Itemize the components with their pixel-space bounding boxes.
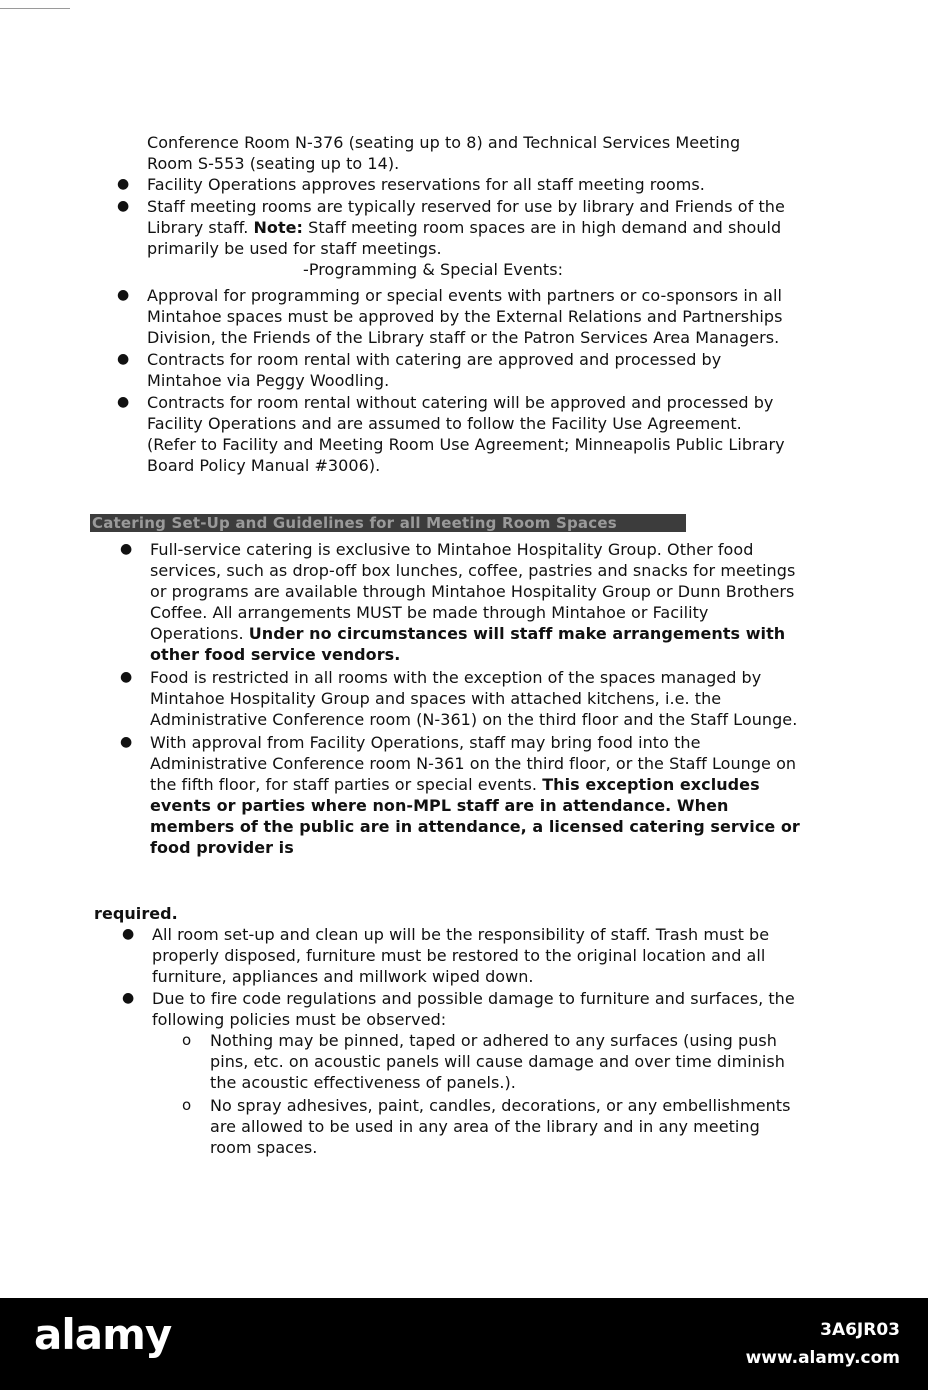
list-item: ● Staff meeting rooms are typically reserved for use by library and Friends of the Library staff. Note: Staff meeting room spaces are in high demand and should primarily be used for staff meetings.: [117, 197, 785, 258]
list-item: ● Contracts for room rental with catering are approved and processed by Mintahoe via Peggy Woodling.: [117, 350, 722, 390]
intro-paragraph: Conference Room N-376 (seating up to 8) and Technical Services Meeting Room S-553 (seating up to 14).: [147, 133, 741, 173]
staff-meeting-list: [117, 174, 792, 260]
setup-list: [122, 924, 800, 1160]
circle-bullet-icon: o: [182, 1096, 192, 1114]
catering-list: [120, 539, 800, 860]
required-word: required.: [94, 904, 178, 923]
alamy-logo: alamy: [34, 1310, 172, 1359]
bullet-icon: ●: [122, 990, 135, 1006]
list-item: ● Approval for programming or special events with partners or co-sponsors in all Mintahoe spaces must be approved by the External Relations and Partnerships Division, the Friends of the Library staff or the Patron Services Area Managers.: [117, 286, 783, 347]
bullet-icon: ●: [117, 351, 130, 367]
bullet-icon: ●: [120, 669, 133, 685]
bullet-icon: ●: [117, 176, 130, 192]
image-id: 3A6JR03: [820, 1320, 900, 1340]
list-item: ● Facility Operations approves reservations for all staff meeting rooms.: [117, 175, 705, 194]
policy-sublist: [182, 1030, 800, 1158]
section-heading-banner: Catering Set-Up and Guidelines for all Meeting Room Spaces: [90, 514, 686, 532]
bullet-icon: ●: [122, 926, 135, 942]
circle-bullet-icon: o: [182, 1031, 192, 1049]
list-item: ● Due to fire code regulations and possible damage to furniture and surfaces, the following policies must be observed: o Nothing may be pinned, taped or adhered to any surfaces (using push pins, etc. on acoustic panels will cause damage and over time diminish the acoustic effectiveness of panels.). o No spray adhesives, paint, candles, decorations, or any embellishments are allowed to be used in any area of the library and in any meeting room spaces.: [152, 988, 800, 1158]
watermark-footer: [0, 1298, 928, 1390]
bullet-icon: ●: [117, 198, 130, 214]
site-url: www.alamy.com: [745, 1348, 900, 1368]
bullet-icon: ●: [117, 287, 130, 303]
programming-heading: -Programming & Special Events:: [303, 260, 564, 279]
programming-list: [117, 285, 792, 477]
bullet-icon: ●: [120, 541, 133, 557]
list-item: ● Full-service catering is exclusive to Mintahoe Hospitality Group. Other food services, such as drop-off box lunches, coffee, pastries and snacks for meetings or programs are available through Mintahoe Hospitality Group or Dunn Brothers Coffee. All arrangements MUST be made through Mintahoe or Facility Operations. Under no circumstances will staff make arrangements with other food service vendors.: [120, 540, 796, 664]
bullet-icon: ●: [117, 394, 130, 410]
list-item: ● Food is restricted in all rooms with the exception of the spaces managed by Mintahoe Hospitality Group and spaces with attached kitchens, i.e. the Administrative Conference room (N-361) on the third floor and the Staff Lounge.: [120, 668, 798, 729]
list-item: ● Contracts for room rental without catering will be approved and processed by Facility Operations and are assumed to follow the Facility Use Agreement. (Refer to Facility and Meeting Room Use Agreement; Minneapolis Public Library Board Policy Manual #3006).: [117, 393, 785, 475]
sublist-item: o Nothing may be pinned, taped or adhered to any surfaces (using push pins, etc. on acoustic panels will cause damage and over time diminish the acoustic effectiveness of panels.).: [182, 1031, 785, 1092]
sublist-item: o No spray adhesives, paint, candles, decorations, or any embellishments are allowed to be used in any area of the library and in any meeting room spaces.: [182, 1096, 791, 1157]
list-item: ● With approval from Facility Operations, staff may bring food into the Administrative Conference room N-361 on the third floor, or the Staff Lounge on the fifth floor, for staff parties or special events. This exception excludes events or parties where non-MPL staff are in attendance. When members of the public are in attendance, a licensed catering service or food provider is: [120, 733, 800, 857]
bullet-icon: ●: [120, 734, 133, 750]
list-item: ● All room set-up and clean up will be the responsibility of staff. Trash must be properly disposed, furniture must be restored to the original location and all furniture, appliances and millwork wiped down.: [122, 925, 770, 986]
